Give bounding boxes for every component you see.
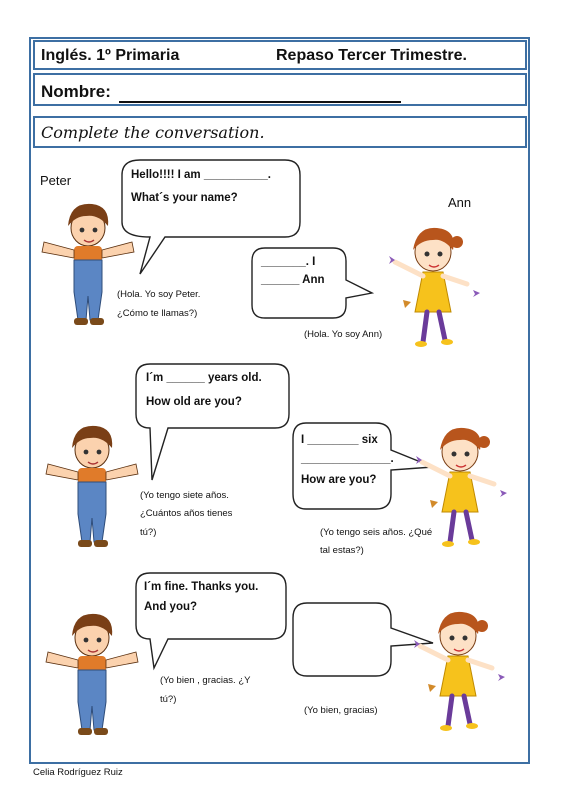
- girl-figure-1: [389, 228, 480, 347]
- row2-girl-line3: How are you?: [301, 474, 377, 486]
- name-label: Nombre:: [41, 82, 111, 101]
- boy-figure-3: [46, 614, 138, 735]
- row1-girl-line1: _______. I: [261, 256, 316, 268]
- row1-boy-line2: What´s your name?: [131, 192, 238, 204]
- row3-boy-line1: I´m fine. Thanks you.: [144, 581, 259, 593]
- row2-girl-line1: I ________ six: [301, 434, 378, 446]
- row2-girl-note-line2: tal estas?): [320, 545, 364, 556]
- row2-girl-line2: ______________.: [301, 453, 394, 465]
- row1-boy-line1: Hello!!!! I am __________.: [131, 169, 271, 181]
- row3-girl-note: (Yo bien, gracias): [304, 705, 378, 716]
- boy-figure-2: [46, 426, 138, 547]
- instruction-text: Complete the conversation.: [41, 123, 265, 142]
- row2-girl-note-line1: (Yo tengo seis años. ¿Qué: [320, 527, 433, 538]
- row3-boy-note-line1: (Yo bien , gracias. ¿Y: [160, 675, 251, 686]
- row3-boy-note-line2: tú?): [160, 694, 177, 705]
- label-girl: Ann: [448, 195, 472, 210]
- row1-boy-note-line1: (Hola. Yo soy Peter.: [117, 289, 201, 300]
- row1-boy-note-line2: ¿Cómo te llamas?): [117, 308, 198, 319]
- row2-boy-line1: I´m ______ years old.: [146, 372, 262, 384]
- girl-figure-3: [414, 612, 505, 731]
- course-title: Inglés. 1º Primaria: [41, 47, 180, 64]
- row2-boy-note-line3: tú?): [140, 527, 157, 538]
- row2-boy-note-line1: (Yo tengo siete años.: [140, 490, 229, 501]
- row2-boy-note-line2: ¿Cuántos años tienes: [140, 508, 233, 519]
- row2-boy-line2: How old are you?: [146, 396, 242, 408]
- speech-bubble-girl-3: [293, 603, 433, 676]
- author-footer: Celia Rodríguez Ruiz: [33, 767, 123, 778]
- row1-girl-note: (Hola. Yo soy Ann): [304, 329, 383, 340]
- row3-boy-line2: And you?: [144, 601, 198, 613]
- row1-girl-line2: ______ Ann: [261, 274, 325, 286]
- label-boy: Peter: [40, 173, 72, 188]
- unit-title: Repaso Tercer Trimestre.: [276, 47, 467, 64]
